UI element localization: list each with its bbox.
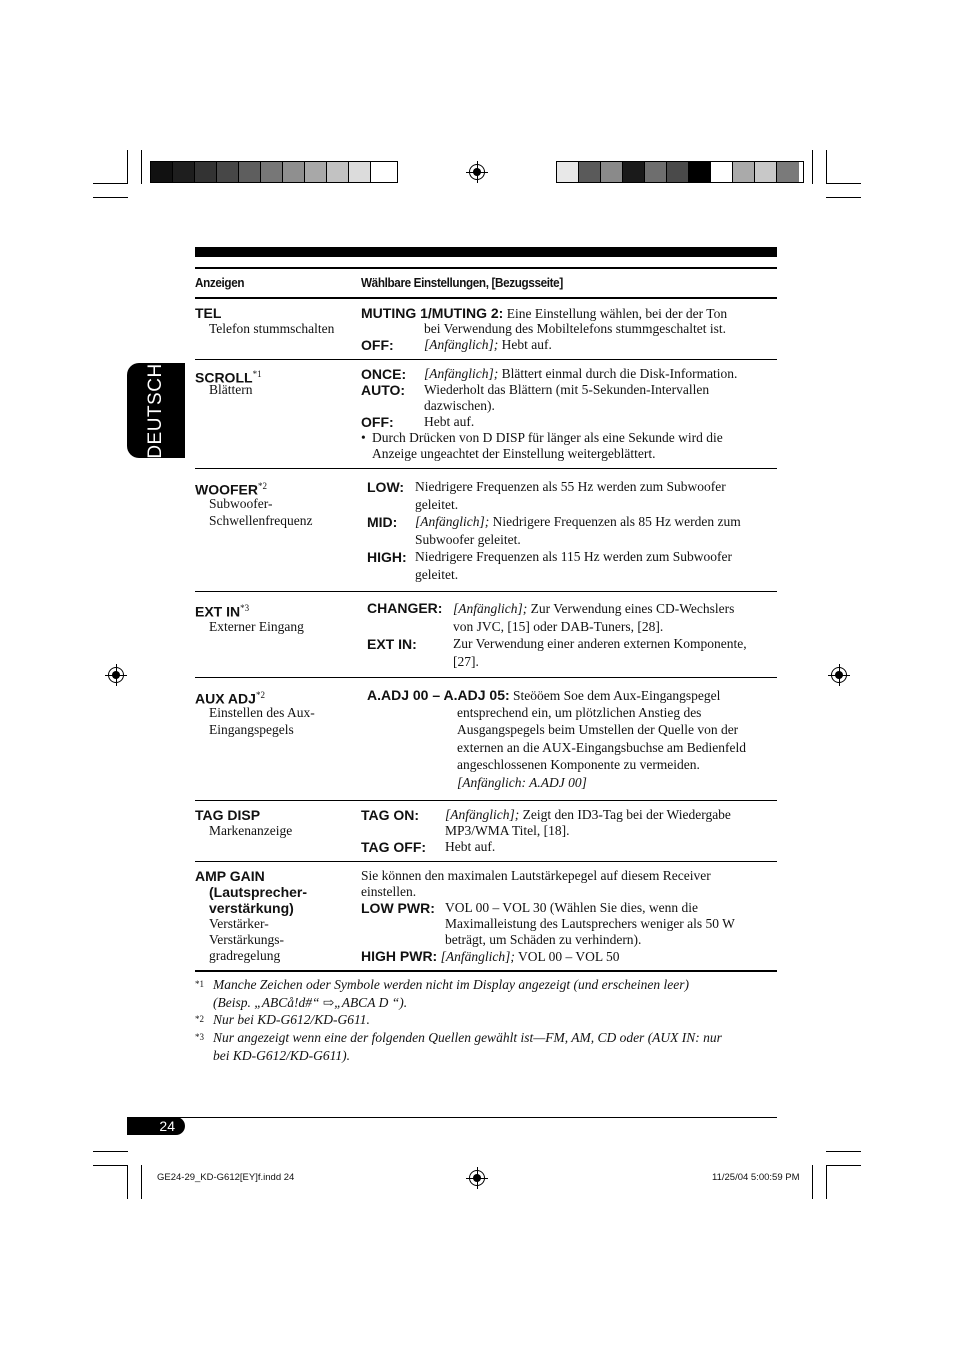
header-col-display: Anzeigen bbox=[195, 275, 245, 290]
color-swatch bbox=[305, 162, 327, 182]
row-divider bbox=[195, 591, 777, 592]
crop-mark bbox=[826, 150, 827, 184]
crop-mark bbox=[93, 197, 128, 198]
color-swatch bbox=[689, 162, 711, 182]
color-swatch bbox=[645, 162, 667, 182]
color-swatch bbox=[557, 162, 579, 182]
row-sub: Telefon stummschalten bbox=[209, 321, 335, 336]
row-divider bbox=[195, 468, 777, 469]
crop-mark bbox=[127, 1165, 128, 1199]
color-calibration-bar-left bbox=[150, 161, 398, 183]
crop-mark bbox=[812, 150, 813, 184]
header-col-settings: Wählbare Einstellungen, [Bezugsseite] bbox=[361, 275, 563, 290]
color-swatch bbox=[173, 162, 195, 182]
color-swatch bbox=[623, 162, 645, 182]
crop-mark bbox=[826, 197, 861, 198]
page-bottom-rule bbox=[127, 1117, 777, 1118]
crop-mark bbox=[141, 1165, 142, 1199]
page-number: 24 bbox=[159, 1118, 175, 1134]
color-swatch bbox=[733, 162, 755, 182]
page-number-tab bbox=[127, 1117, 185, 1135]
color-swatch bbox=[579, 162, 601, 182]
crop-mark bbox=[141, 150, 142, 184]
color-swatch bbox=[195, 162, 217, 182]
color-swatch bbox=[327, 162, 349, 182]
row-divider bbox=[195, 359, 777, 360]
crop-mark bbox=[826, 1165, 827, 1199]
crop-mark bbox=[93, 1165, 128, 1166]
table-bottom-rule bbox=[195, 970, 777, 972]
footer-file: GE24-29_KD-G612[EY]f.indd 24 bbox=[157, 1172, 295, 1183]
header-bottom-rule bbox=[195, 297, 777, 299]
registration-mark-icon bbox=[469, 164, 485, 180]
top-thick-rule bbox=[195, 247, 777, 257]
row-divider bbox=[195, 800, 777, 801]
crop-mark bbox=[812, 1165, 813, 1199]
footer-date: 11/25/04 5:00:59 PM bbox=[712, 1172, 800, 1183]
color-swatch bbox=[667, 162, 689, 182]
row-label: TEL bbox=[195, 305, 222, 321]
color-swatch bbox=[217, 162, 239, 182]
crop-mark bbox=[93, 1151, 128, 1152]
color-swatch bbox=[777, 162, 799, 182]
crop-mark bbox=[826, 183, 861, 184]
header-top-rule bbox=[195, 267, 777, 269]
crop-mark bbox=[127, 150, 128, 184]
registration-mark-icon bbox=[469, 1170, 485, 1186]
color-swatch bbox=[239, 162, 261, 182]
crop-mark bbox=[826, 1165, 861, 1166]
row-divider bbox=[195, 677, 777, 678]
color-swatch bbox=[601, 162, 623, 182]
color-calibration-bar-right bbox=[556, 161, 804, 183]
crop-mark bbox=[93, 183, 128, 184]
language-side-tab: DEUTSCH bbox=[127, 363, 185, 458]
color-swatch bbox=[261, 162, 283, 182]
color-swatch bbox=[349, 162, 371, 182]
color-swatch bbox=[371, 162, 393, 182]
color-swatch bbox=[151, 162, 173, 182]
crop-mark bbox=[826, 1151, 861, 1152]
row-divider bbox=[195, 861, 777, 862]
color-swatch bbox=[711, 162, 733, 182]
registration-mark-icon bbox=[831, 667, 847, 683]
registration-mark-icon bbox=[108, 667, 124, 683]
color-swatch bbox=[283, 162, 305, 182]
color-swatch bbox=[755, 162, 777, 182]
